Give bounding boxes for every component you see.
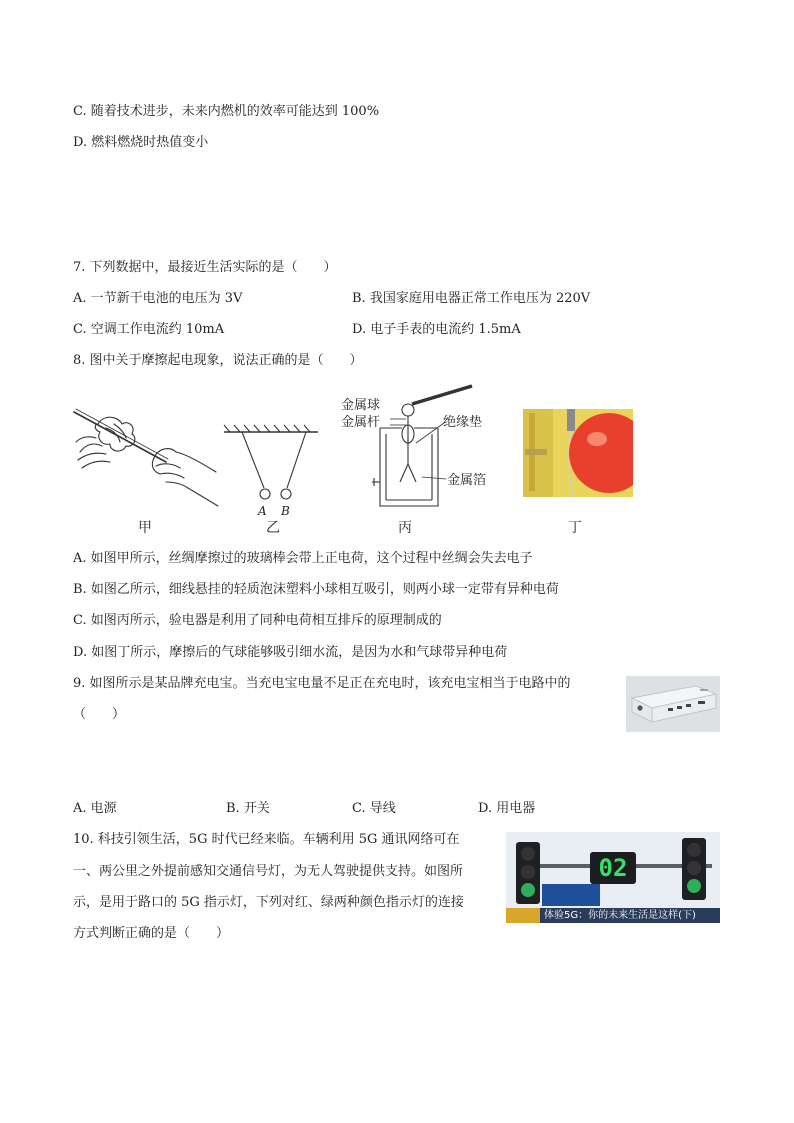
power-bank-drawing: [626, 676, 720, 732]
q7-option-c: C. 空调工作电流约 10mA: [73, 322, 225, 337]
traffic-counter-display: 02: [598, 854, 628, 882]
q10-line2: 一、两公里之外提前感知交通信号灯，为无人驾驶提供支持。如图所: [73, 864, 464, 879]
label-metal-rod: 金属杆: [341, 415, 381, 430]
label-metal-ball: 金属球: [341, 398, 381, 413]
q8-option-a: A. 如图甲所示，丝绸摩擦过的玻璃棒会带上正电荷，这个过程中丝绸会失去电子: [73, 551, 533, 566]
ball-a-label: A: [258, 504, 267, 518]
caption-yi: 乙: [266, 520, 280, 536]
figure-ding-balloon-photo: [523, 409, 633, 497]
caption-ding: 丁: [568, 520, 582, 536]
label-metal-foil: 金属箔: [447, 473, 487, 488]
q8-option-d: D. 如图丁所示，摩擦后的气球能够吸引细水流，是因为水和气球带异种电荷: [73, 645, 508, 660]
q8-option-b: B. 如图乙所示，细线悬挂的轻质泡沫塑料小球相互吸引，则两小球一定带有异种电荷: [73, 582, 559, 597]
label-leader-lines: [380, 405, 460, 485]
q8-stem: 8. 图中关于摩擦起电现象，说法正确的是（ ）: [73, 353, 363, 368]
q7-option-d: D. 电子手表的电流约 1.5mA: [352, 322, 521, 337]
caption-bing: 丙: [398, 520, 412, 536]
caption-jia: 甲: [138, 520, 152, 536]
q9-option-b: B. 开关: [226, 801, 270, 816]
q9-option-a: A. 电源: [73, 801, 117, 816]
q10-line4: 方式判断正确的是（ ）: [73, 926, 230, 941]
power-bank-photo: [626, 676, 720, 732]
q10-line3: 示，是用于路口的 5G 指示灯，下列对红、绿两种颜色指示灯的连接: [73, 895, 464, 910]
figure-yi-hanging-balls: [222, 422, 322, 522]
label-insulating-pad: 绝缘垫: [443, 415, 483, 430]
q7-stem: 7. 下列数据中，最接近生活实际的是（ ）: [73, 260, 337, 275]
q9-stem-line1: 9. 如图所示是某品牌充电宝。当充电宝电量不足正在充电时，该充电宝相当于电路中的: [73, 676, 571, 691]
q9-option-c: C. 导线: [352, 801, 396, 816]
q6-option-c: C. 随着技术进步，未来内燃机的效率可能达到 100%: [73, 104, 380, 119]
q9-stem-line2: （ ）: [73, 707, 126, 722]
q6-option-d: D. 燃料燃烧时热值变小: [73, 135, 209, 150]
balloon-photo-drawing: [523, 409, 633, 497]
ball-b-label: B: [281, 504, 290, 518]
q7-option-a: A. 一节新干电池的电压为 3V: [73, 291, 243, 306]
traffic-light-photo: [506, 832, 720, 923]
q7-option-b: B. 我国家庭用电器正常工作电压为 220V: [352, 291, 591, 306]
q10-line1: 10. 科技引领生活，5G 时代已经来临。车辆利用 5G 通讯网络可在: [73, 832, 460, 847]
q8-option-c: C. 如图丙所示，验电器是利用了同种电荷相互排斥的原理制成的: [73, 613, 442, 628]
q9-option-d: D. 用电器: [478, 801, 536, 816]
photo-banner-text: 体验5G：你的未来生活是这样(下): [544, 910, 696, 921]
figure-jia-rubbing: [70, 402, 220, 512]
